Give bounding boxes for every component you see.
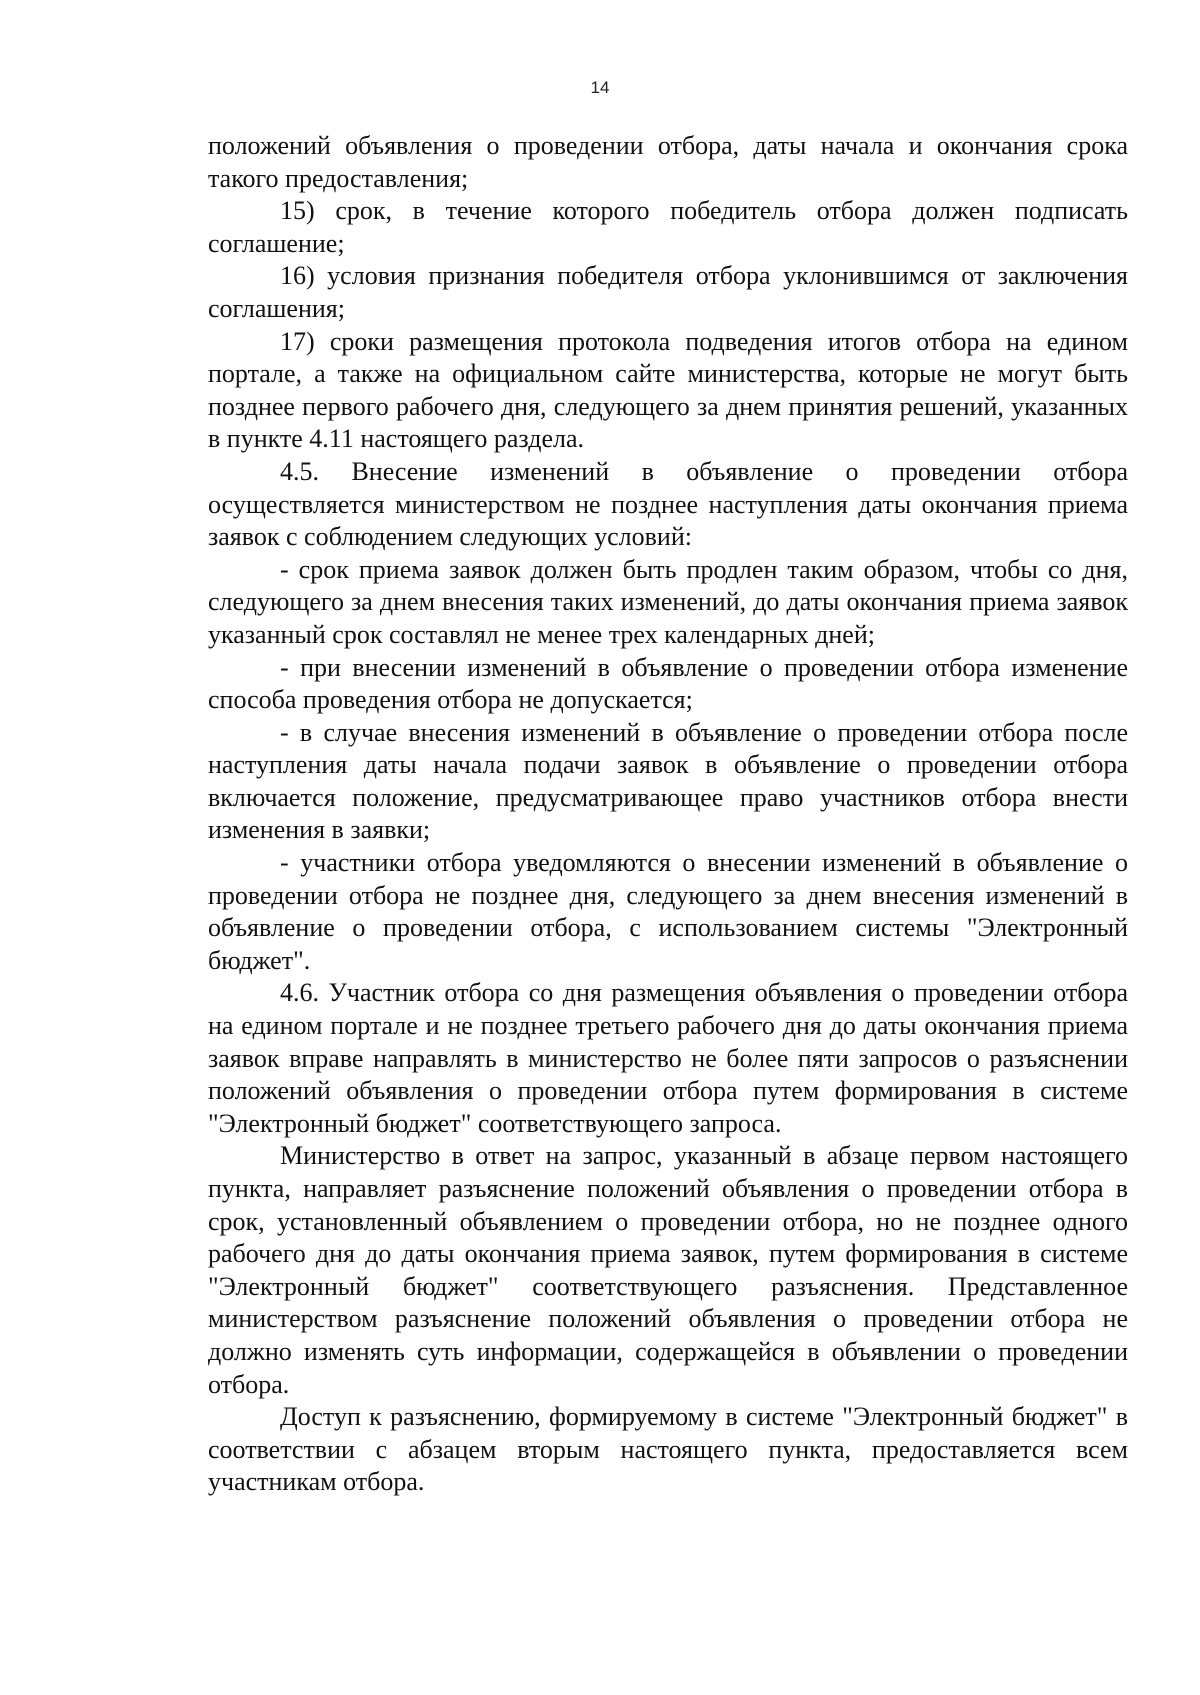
document-body [208,130,1128,1499]
paragraph: - участники отбора уведомляются о внесении изменений в объявление о проведении отбора не позднее дня, следующего за днем внесения изменений в объявление о проведении отбора, с использованием системы "Электронный бюджет". [208,848,1128,975]
paragraph: - срок приема заявок должен быть продлен таким образом, чтобы со дня, следующего за днем внесения таких изменений, до даты окончания приема заявок указанный срок составлял не менее трех календарных дней; [208,554,1128,649]
paragraph: - в случае внесения изменений в объявление о проведении отбора после наступления даты начала подачи заявок в объявление о проведении отбора включается положение, предусматривающее право участников отбора внести изменения в заявки; [208,717,1128,845]
paragraph: Доступ к разъяснению, формируемому в системе "Электронный бюджет" в соответствии с абзацем вторым настоящего пункта, предоставляется всем участникам отбора. [208,1402,1128,1497]
paragraph: Министерство в ответ на запрос, указанный в абзаце первом настоящего пункта, направляет разъяснение положений объявления о проведении отбора в срок, установленный объявлением о проведении отбора, но не позднее одного рабочего дня до даты окончания приема заявок, путем формирования в системе "Электронный бюджет" соответствующего разъяснения. Представленное министерством разъяснение положений объявления о проведении отбора не должно изменять суть информации, содержащейся в объявлении о проведении отбора. [208,1141,1128,1399]
page-number: 14 [590,78,610,97]
paragraph: 4.6. Участник отбора со дня размещения объявления о проведении отбора на едином портале и не позднее третьего рабочего дня до даты окончания приема заявок вправе направлять в министерство не более пяти запросов о разъяснении положений объявления о проведении отбора путем формирования в системе "Электронный бюджет" соответствующего запроса. [208,978,1128,1138]
paragraph: 4.5. Внесение изменений в объявление о проведении отбора осуществляется министерством не позднее наступления даты окончания приема заявок с соблюдением следующих условий: [208,456,1128,552]
paragraph: 15) срок, в течение которого победитель отбора должен подписать соглашение; [208,196,1128,258]
paragraph: положений объявления о проведении отбора, даты начала и окончания срока такого предоставления; [208,131,1128,193]
paragraph: - при внесении изменений в объявление о проведении отбора изменение способа проведения отбора не допускается; [208,652,1128,715]
paragraph: 16) условия признания победителя отбора уклонившимся от заключения соглашения; [208,261,1128,323]
paragraph: 17) сроки размещения протокола подведения итогов отбора на едином портале, а также на официальном сайте министерства, которые не могут быть позднее первого рабочего дня, следующего за днем принятия решений, указанных в пункте 4.11 настоящего раздела. [208,326,1128,454]
